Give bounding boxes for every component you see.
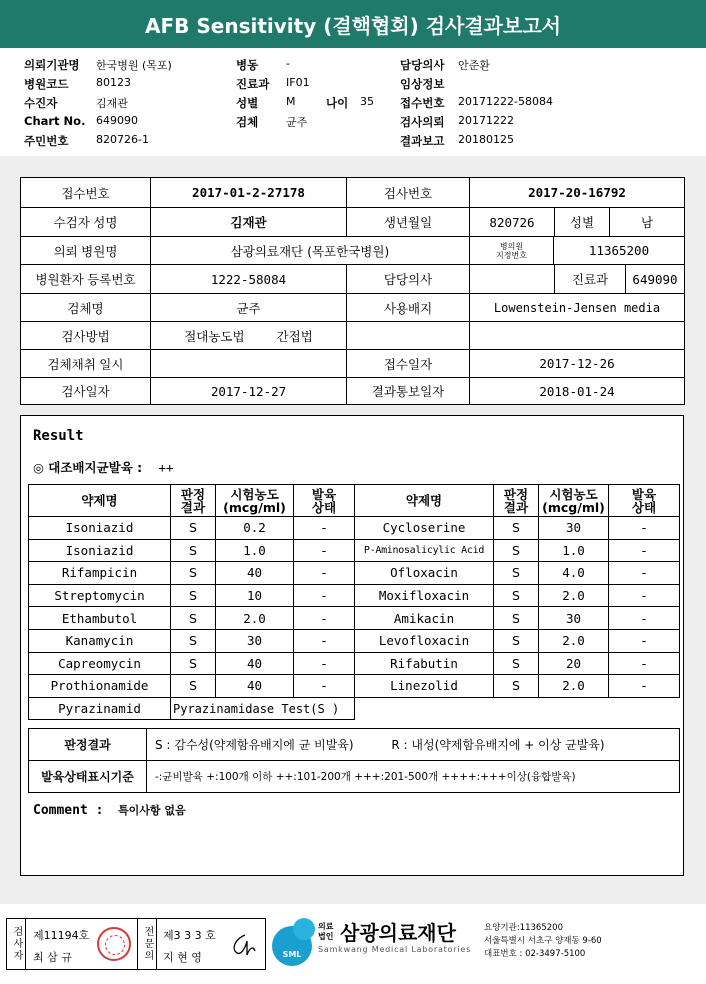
header-label: 검체: [236, 115, 259, 129]
org-name: 삼광의료재단: [340, 921, 456, 945]
col-drug-header: 약제명: [355, 485, 494, 517]
drug-name: Isoniazid: [29, 517, 171, 540]
comment-value: 특이사항 없음: [117, 804, 186, 817]
col-growth-line1: 발육: [631, 486, 657, 502]
drug-name: Isoniazid: [29, 539, 171, 562]
table-row: [29, 629, 680, 652]
result-section: [20, 415, 684, 876]
sex-label: 성별: [555, 208, 610, 236]
drug-result: S: [494, 607, 539, 630]
report-footer: [0, 912, 706, 982]
blank-cell: [355, 697, 680, 720]
header-value: 649090: [96, 114, 138, 127]
drug-growth: -: [609, 607, 680, 630]
drug-result: S: [494, 517, 539, 540]
specimen-label: 검체명: [21, 294, 151, 322]
drug-growth: -: [294, 629, 355, 652]
drug-concentration: 40: [216, 562, 294, 585]
drug-result: S: [494, 584, 539, 607]
drug-result: S: [171, 539, 216, 562]
growth-legend-label: 발육상태표시기준: [29, 761, 147, 793]
drug-name: Kanamycin: [29, 629, 171, 652]
test-no-value: 2017-20-16792: [470, 178, 685, 208]
drug-name: Rifampicin: [29, 562, 171, 585]
drug-growth: -: [294, 652, 355, 675]
header-label: 의뢰기관명: [24, 58, 80, 72]
drug-name: Amikacin: [355, 607, 494, 630]
col-judge-line2: 결과: [180, 499, 206, 515]
drug-result: S: [494, 675, 539, 698]
drug-growth: -: [294, 607, 355, 630]
drug-growth: -: [609, 562, 680, 585]
header-label: 접수번호: [400, 96, 445, 110]
header-value: 820726-1: [96, 133, 149, 146]
org-type: [318, 922, 333, 942]
birth-value: 820726: [470, 208, 555, 236]
signature-box: [6, 918, 266, 970]
drug-concentration: 2.0: [216, 607, 294, 630]
drug-result: S: [171, 562, 216, 585]
drug-result: S: [171, 675, 216, 698]
org-logo-dot: [293, 918, 315, 940]
col-drug-header: 약제명: [29, 485, 171, 517]
result-title: Result: [33, 428, 84, 444]
col-conc-line2: (mcg/ml): [223, 499, 286, 515]
judge-legend-label: 판정결과: [29, 729, 147, 761]
org-type-line2: 법인: [318, 932, 334, 941]
drug-name: Rifabutin: [355, 652, 494, 675]
table-row: [29, 607, 680, 630]
col-conc-line1: 시험농도: [230, 486, 279, 502]
header-label: 검사의뢰: [400, 115, 445, 129]
drug-growth: -: [294, 539, 355, 562]
col-conc-line1: 시험농도: [549, 486, 598, 502]
drug-growth: -: [609, 539, 680, 562]
specialist-label: 전문의: [137, 919, 157, 969]
drug-growth: -: [609, 675, 680, 698]
drug-growth: -: [609, 652, 680, 675]
legend-table: [28, 728, 680, 793]
header-label: 주민번호: [24, 134, 69, 148]
drug-result: S: [171, 517, 216, 540]
growth-legend-value: -:균비발육 +:100개 이하 ++:101-200개 +++:201-500개 ++++:+++이상(융합발육): [147, 761, 680, 793]
header-label: 병동: [236, 58, 259, 72]
doctor-label: 담당의사: [347, 265, 470, 294]
drug-susceptibility-table: [28, 484, 680, 720]
drug-concentration: 2.0: [539, 675, 609, 698]
table-row: [29, 539, 680, 562]
header-value: M: [286, 95, 296, 108]
collect-value: [151, 350, 347, 378]
header-label: 나이: [326, 96, 349, 110]
test-no-label: 검사번호: [347, 178, 470, 208]
header-label: 수진자: [24, 96, 58, 110]
drug-growth: -: [294, 562, 355, 585]
header-value: 80123: [96, 76, 131, 89]
drug-concentration: 30: [216, 629, 294, 652]
drug-name: Prothionamide: [29, 675, 171, 698]
table-row: [29, 652, 680, 675]
col-growth-line2: 상태: [631, 499, 657, 515]
receive-date-label: 접수일자: [347, 350, 470, 378]
col-growth-line1: 발육: [311, 486, 337, 502]
header-label: 임상정보: [400, 77, 445, 91]
drug-concentration: 1.0: [216, 539, 294, 562]
col-judge-line1: 판정: [180, 486, 206, 502]
org-name-english: Samkwang Medical Laboratories: [318, 945, 472, 954]
title-banner: [0, 0, 706, 48]
table-row: [29, 675, 680, 698]
specialist-signature: [227, 931, 261, 959]
drug-concentration: 30: [539, 517, 609, 540]
registration-value: 1222-58084: [151, 265, 347, 294]
drug-result: S: [171, 652, 216, 675]
medium-value: Lowenstein-Jensen media: [470, 294, 685, 322]
doctor-value: [470, 265, 555, 293]
table-row: [29, 517, 680, 540]
specialist-license: 제3 3 3 호: [163, 929, 216, 942]
specimen-value: 균주: [151, 294, 347, 322]
header-value: 35: [360, 95, 374, 108]
patient-name-value: 김재관: [151, 208, 347, 237]
drug-result: S: [171, 607, 216, 630]
header-label: 성별: [236, 96, 259, 110]
col-judge-header: [171, 485, 216, 517]
hospital-code-label: [470, 237, 554, 265]
drug-growth: -: [294, 675, 355, 698]
drug-name: Moxifloxacin: [355, 584, 494, 607]
dept-value: 649090: [632, 271, 678, 287]
registration-label: 병원환자 등록번호: [21, 265, 151, 294]
hospital-code-label-line2: 지정번호: [496, 250, 527, 260]
col-conc-header: [216, 485, 294, 517]
birth-label: 생년월일: [347, 208, 470, 237]
drug-result: S: [494, 539, 539, 562]
drug-concentration: 40: [216, 652, 294, 675]
report-header: [0, 52, 706, 156]
test-date-value: 2017-12-27: [151, 378, 347, 405]
table-row: [29, 562, 680, 585]
header-value: 김재관: [96, 97, 128, 110]
comment-label: Comment :: [33, 803, 104, 818]
specialist-name: 지 현 영: [163, 951, 202, 964]
blank-cell: [470, 322, 685, 350]
pza-name: Pyrazinamid: [29, 697, 171, 720]
drug-result: S: [494, 629, 539, 652]
drug-growth: -: [609, 629, 680, 652]
drug-name: P-Aminosalicylic Acid: [355, 539, 494, 562]
comment: [33, 802, 186, 818]
col-growth-header: [294, 485, 355, 517]
method-label: 검사방법: [21, 322, 151, 350]
blank-cell: [347, 322, 470, 350]
org-address: 서울특별시 서초구 양재동 9-60: [484, 936, 602, 946]
drug-name: Ethambutol: [29, 607, 171, 630]
control-growth-label: ◎ 대조배지균발육 :: [33, 460, 143, 475]
examiner-seal: [97, 927, 131, 961]
header-value: 균주: [286, 116, 308, 129]
hospital-value: 삼광의료재단 (목포한국병원): [151, 237, 470, 265]
examiner-label: 검사자: [7, 919, 26, 969]
method-indirect: 간접법: [276, 328, 313, 344]
org-type-line1: 의료: [318, 922, 334, 931]
birth-sex-cell: [470, 208, 685, 237]
org-code: 요양기관:11365200: [484, 923, 563, 933]
drug-concentration: 2.0: [539, 629, 609, 652]
drug-result: S: [494, 562, 539, 585]
drug-growth: -: [294, 584, 355, 607]
doctor-dept-cell: [470, 265, 685, 294]
header-value: 20180125: [458, 133, 514, 146]
drug-concentration: 1.0: [539, 539, 609, 562]
examiner-name: 최 삼 규: [33, 951, 72, 964]
drug-name: Levofloxacin: [355, 629, 494, 652]
header-value: 안준환: [458, 59, 490, 72]
control-growth-value: ++: [158, 460, 174, 475]
col-growth-header: [609, 485, 680, 517]
patient-info-table: [20, 177, 685, 405]
col-conc-line2: (mcg/ml): [542, 499, 605, 515]
receipt-no-value: 2017-01-2-27178: [151, 178, 347, 208]
pza-test: Pyrazinamidase Test(S ): [171, 697, 355, 720]
drug-growth: -: [294, 517, 355, 540]
judge-legend-r: R : 내성(약제함유배지에 + 이상 균발육): [391, 738, 605, 752]
drug-concentration: 40: [216, 675, 294, 698]
patient-name-label: 수검자 성명: [21, 208, 151, 237]
control-growth: [33, 458, 174, 476]
header-value: IF01: [286, 76, 310, 89]
header-label: 결과보고: [400, 134, 445, 148]
dept-label: 진료과: [555, 265, 626, 293]
drug-result: S: [171, 584, 216, 607]
header-value: 한국병원 (목포): [96, 59, 172, 72]
drug-name: Cycloserine: [355, 517, 494, 540]
col-conc-header: [539, 485, 609, 517]
header-label: 담당의사: [400, 58, 445, 72]
drug-name: Linezolid: [355, 675, 494, 698]
drug-concentration: 2.0: [539, 584, 609, 607]
drug-growth: -: [609, 517, 680, 540]
header-label: 병원코드: [24, 77, 69, 91]
test-date-label: 검사일자: [21, 378, 151, 405]
drug-result: S: [171, 629, 216, 652]
notify-date-label: 결과통보일자: [347, 378, 470, 405]
header-label: Chart No.: [24, 114, 86, 128]
drug-name: Streptomycin: [29, 584, 171, 607]
org-phone: 대표번호 : 02-3497-5100: [484, 949, 586, 959]
col-judge-header: [494, 485, 539, 517]
hospital-label: 의뢰 병원명: [21, 237, 151, 265]
collect-label: 검체채취 일시: [21, 350, 151, 378]
org-info: [484, 922, 602, 961]
notify-date-value: 2018-01-24: [470, 378, 685, 405]
report-title: AFB Sensitivity (결핵협회) 검사결과보고서: [145, 14, 561, 38]
drug-name: Capreomycin: [29, 652, 171, 675]
drug-concentration: 20: [539, 652, 609, 675]
receive-date-value: 2017-12-26: [470, 350, 685, 378]
col-growth-line2: 상태: [311, 499, 337, 515]
method-absolute: 절대농도법: [184, 328, 245, 344]
method-value: [151, 322, 347, 350]
col-judge-line2: 결과: [503, 499, 529, 515]
col-judge-line1: 판정: [503, 486, 529, 502]
table-row: [29, 584, 680, 607]
drug-name: Ofloxacin: [355, 562, 494, 585]
drug-result: S: [494, 652, 539, 675]
org-logo: SML: [272, 926, 312, 966]
hospital-code-value: 11365200: [554, 237, 685, 265]
header-value: -: [286, 57, 290, 70]
sex-value: 남: [640, 215, 654, 230]
receipt-no-label: 접수번호: [21, 178, 151, 208]
drug-concentration: 10: [216, 584, 294, 607]
hospital-code-label-line1: 병의원: [499, 241, 524, 251]
drug-growth: -: [609, 584, 680, 607]
header-label: 진료과: [236, 77, 270, 91]
drug-concentration: 0.2: [216, 517, 294, 540]
drug-concentration: 30: [539, 607, 609, 630]
medium-label: 사용배지: [347, 294, 470, 322]
header-value: 20171222-58084: [458, 95, 553, 108]
table-row: [29, 697, 680, 720]
judge-legend-s: S : 감수성(약제함유배지에 균 비발육): [155, 738, 354, 752]
drug-concentration: 4.0: [539, 562, 609, 585]
judge-legend-value: [147, 729, 680, 761]
header-value: 20171222: [458, 114, 514, 127]
examiner-license: 제11194호: [33, 929, 90, 942]
